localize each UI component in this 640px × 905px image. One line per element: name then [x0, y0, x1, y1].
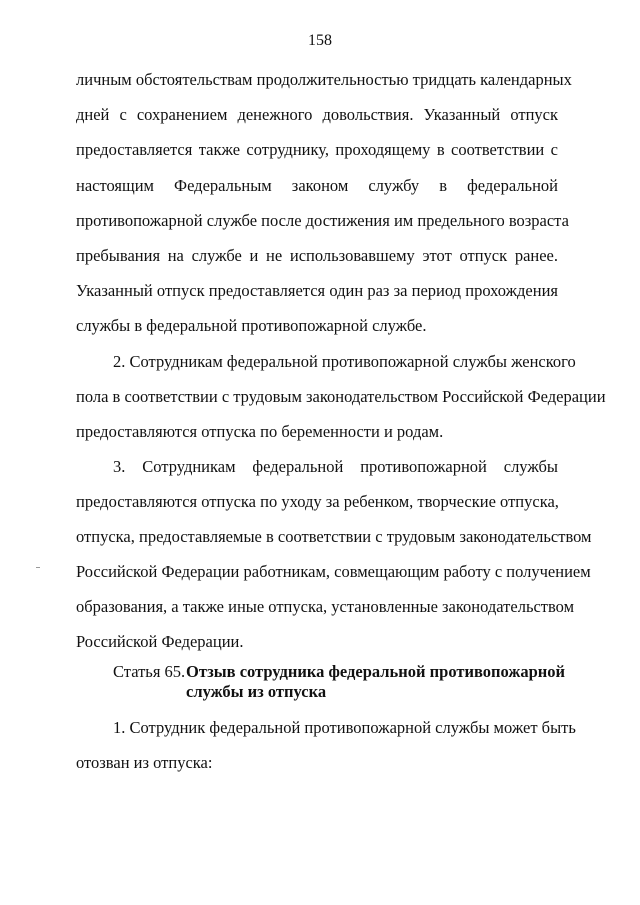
paragraph-line: Указанный отпуск предоставляется один раз за период прохождения — [76, 281, 558, 300]
paragraph-line: службы в федеральной противопожарной службе. — [76, 316, 427, 335]
paragraph-line: личным обстоятельствам продолжительностью тридцать календарных — [76, 70, 572, 89]
article-title-line: Отзыв сотрудника федеральной противопожарной — [186, 662, 566, 681]
paragraph-line: дней с сохранением денежного довольствия. Указанный отпуск — [76, 105, 558, 124]
paragraph-line: настоящим Федеральным законом службу в федеральной — [76, 176, 558, 195]
paragraph-line: Российской Федерации. — [76, 632, 244, 651]
article-title-line: службы из отпуска — [186, 682, 327, 701]
article-number: Статья 65. — [113, 662, 186, 681]
paragraph-line: пребывания на службе и не использовавшему этот отпуск ранее. — [76, 246, 558, 265]
paragraph-line: отпуска, предоставляемые в соответствии с трудовым законодательством — [76, 527, 592, 546]
page-number: 158 — [308, 32, 332, 49]
paragraph-line: Российской Федерации работникам, совмещающим работу с получением — [76, 562, 591, 581]
paragraph-line: 3. Сотрудникам федеральной противопожарной службы — [113, 457, 558, 476]
paragraph-line: образования, а также иные отпуска, установленные законодательством — [76, 597, 575, 616]
paragraph-line: предоставляются отпуска по уходу за ребенком, творческие отпуска, — [76, 492, 559, 511]
paragraph-line: предоставляются отпуска по беременности и родам. — [76, 422, 444, 441]
paragraph-line: 1. Сотрудник федеральной противопожарной службы может быть — [113, 718, 576, 737]
paragraph-line: пола в соответствии с трудовым законодательством Российской Федерации — [76, 387, 606, 406]
margin-mark — [36, 567, 40, 568]
paragraph-line: противопожарной службе после достижения им предельного возраста — [76, 211, 569, 230]
article-heading — [113, 662, 186, 682]
paragraph-line: отозван из отпуска: — [76, 753, 213, 772]
paragraph-line: предоставляется также сотруднику, проходящему в соответствии с — [76, 140, 558, 159]
paragraph-line: 2. Сотрудникам федеральной противопожарной службы женского — [113, 352, 576, 371]
article-title — [186, 662, 565, 702]
